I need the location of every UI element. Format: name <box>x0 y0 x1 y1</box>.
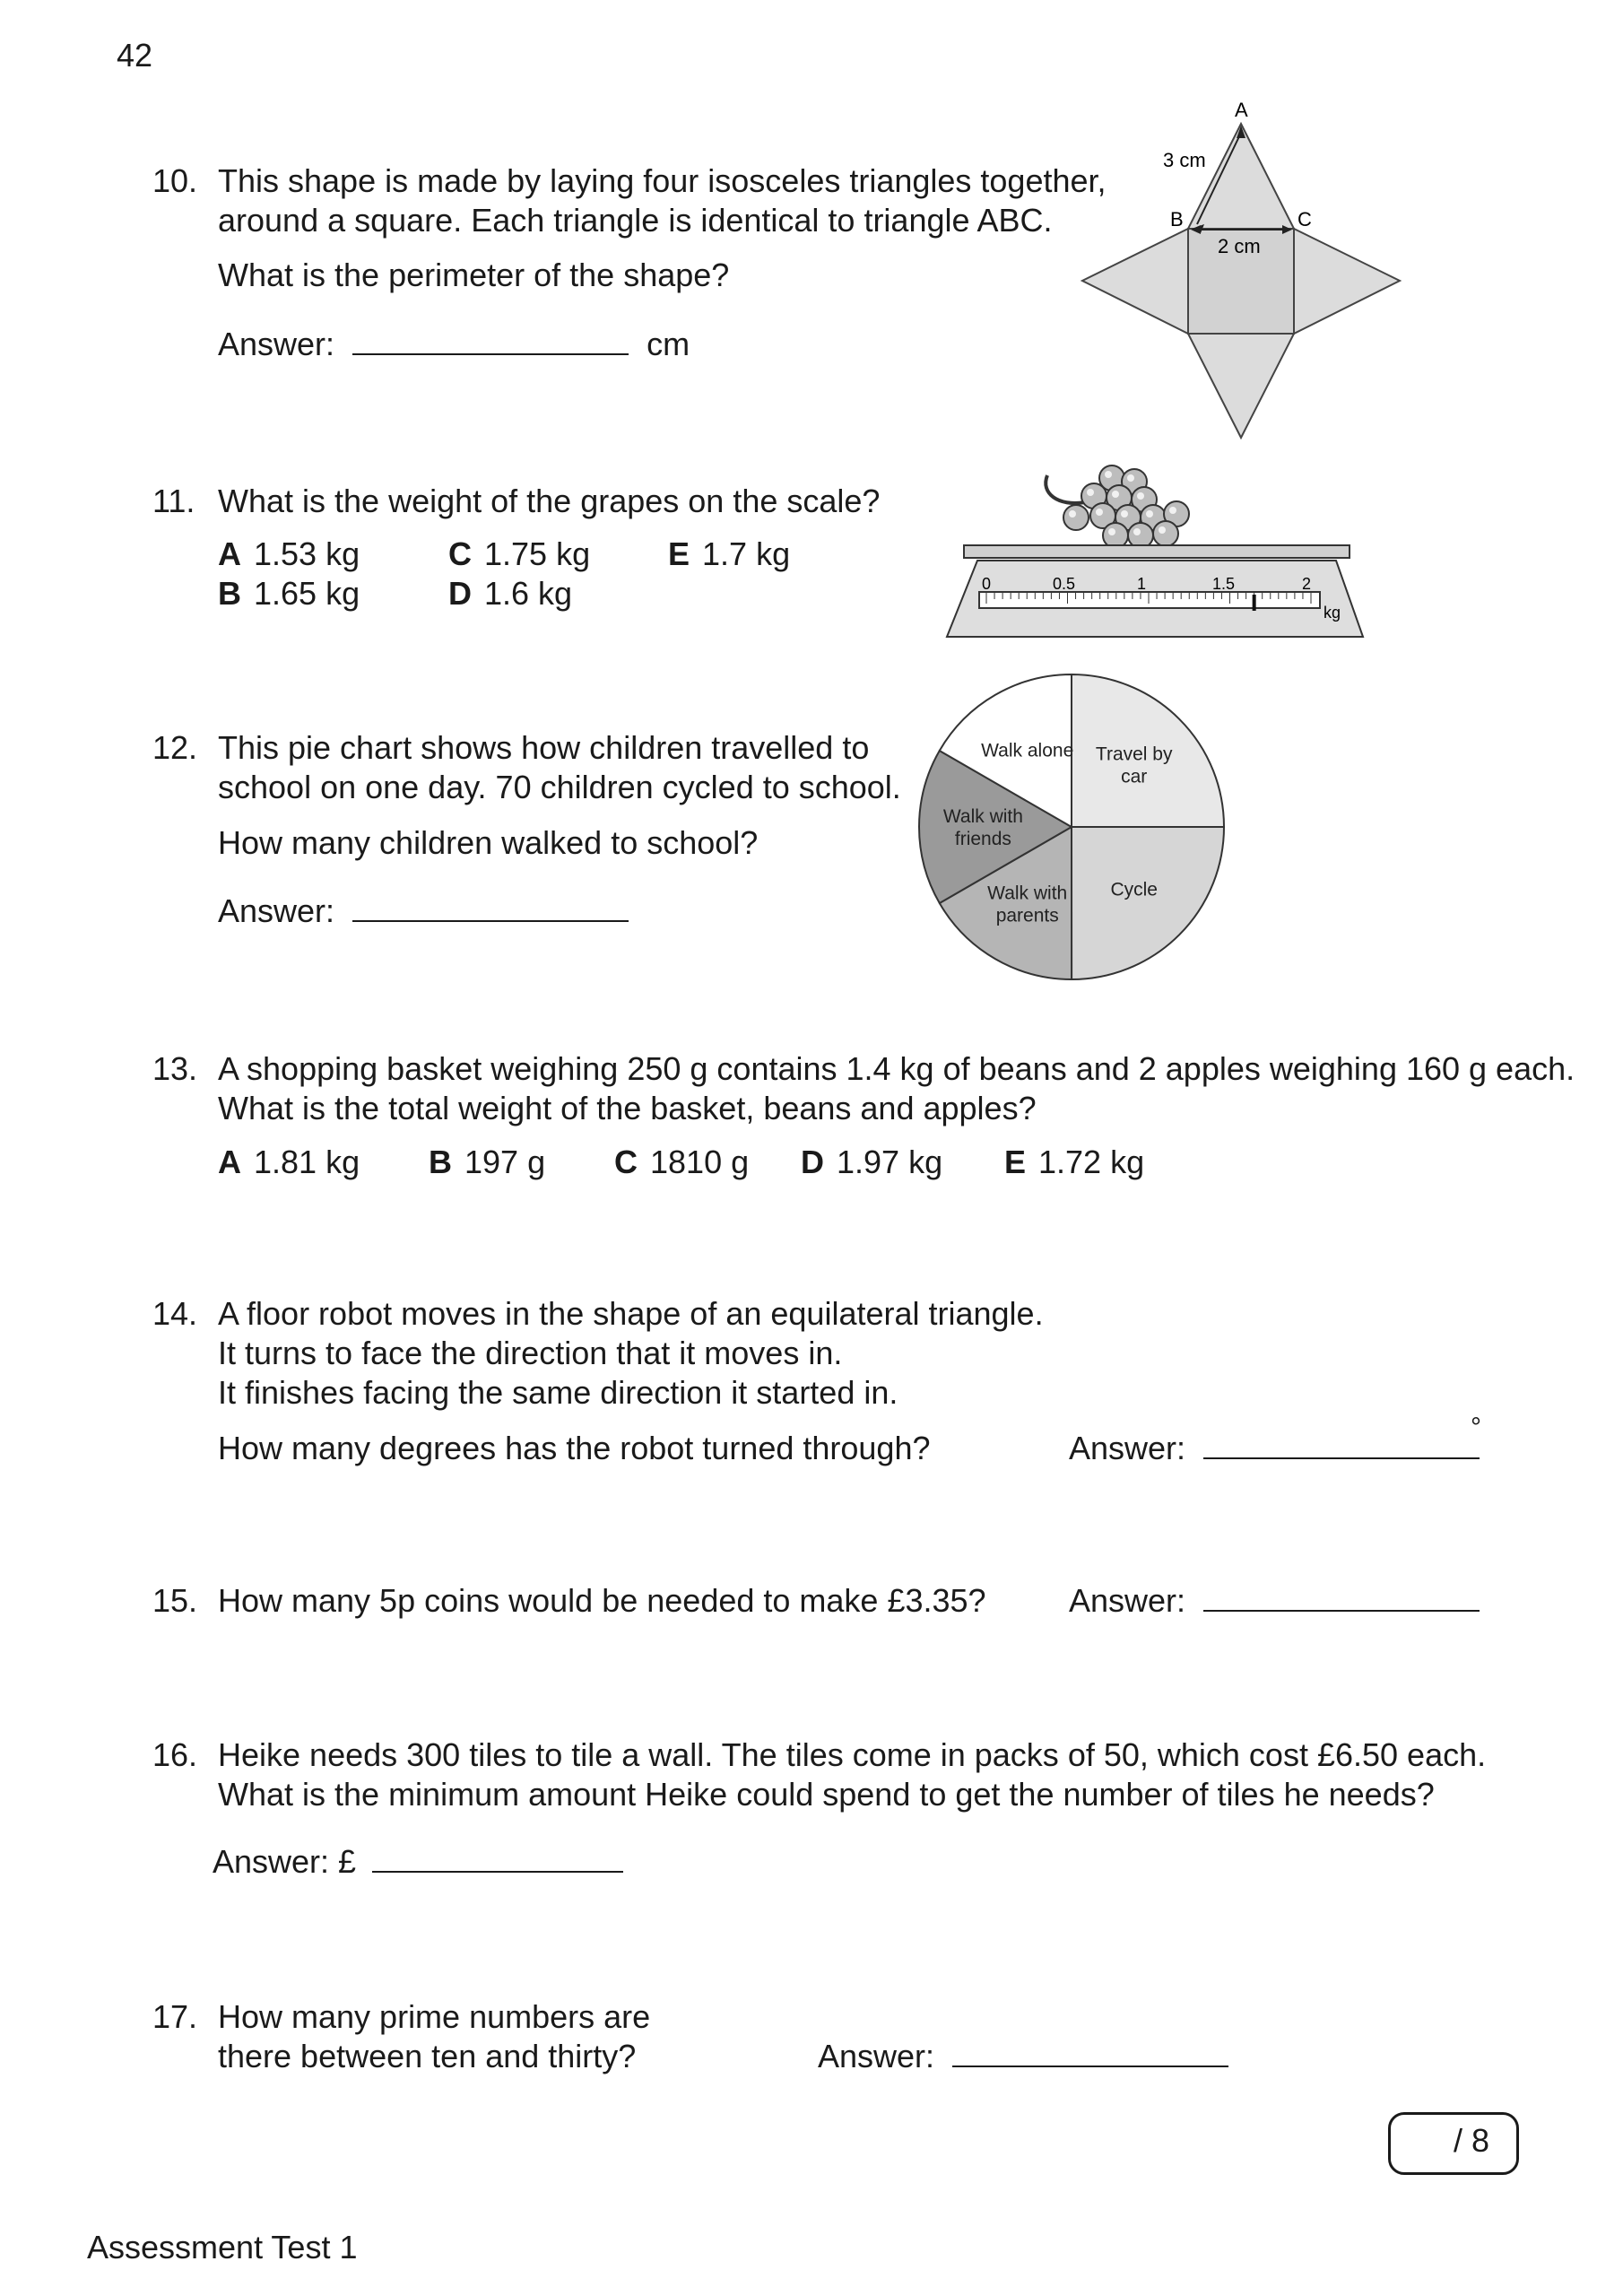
answer-field[interactable] <box>352 326 629 355</box>
question-text: A floor robot moves in the shape of an equilateral triangle. <box>218 1295 1044 1332</box>
weighing-scale <box>942 453 1372 646</box>
option-d[interactable]: D 1.97 kg <box>801 1144 943 1180</box>
option-b[interactable]: B 1.65 kg <box>218 575 360 612</box>
tick-label: 1 <box>1137 575 1147 593</box>
option-e[interactable]: E 1.7 kg <box>668 535 791 572</box>
score-label: / 8 <box>1453 2122 1489 2159</box>
pie-slice-label: Walk with friends <box>942 806 1023 850</box>
question-prompt: How many 5p coins would be needed to make £3.35? <box>218 1582 986 1619</box>
answer-field[interactable] <box>952 2039 1228 2067</box>
option-a[interactable]: A 1.53 kg <box>218 535 360 572</box>
question-number: 15. <box>152 1582 198 1619</box>
vertex-label-c: C <box>1298 208 1312 230</box>
question-text: What is the weight of the grapes on the scale? <box>218 483 881 519</box>
tick-label: 0.5 <box>1053 575 1076 593</box>
side-length-label: 3 cm <box>1163 149 1206 171</box>
question-number: 13. <box>152 1050 198 1087</box>
base-length-label: 2 cm <box>1218 235 1261 257</box>
option-c[interactable]: C 1810 g <box>614 1144 750 1180</box>
question-text: A shopping basket weighing 250 g contains 1.4 kg of beans and 2 apples weighing 160 g each. <box>218 1050 1575 1087</box>
scale-dial <box>979 592 1320 608</box>
option-b[interactable]: B 197 g <box>429 1144 546 1180</box>
question-text: It finishes facing the same direction it started in. <box>218 1374 898 1411</box>
answer-unit: cm <box>647 326 690 362</box>
pie-chart <box>910 673 1233 982</box>
question-number: 11. <box>152 483 195 519</box>
question-text: How many prime numbers are <box>218 1998 651 2035</box>
answer-field[interactable] <box>1203 1583 1480 1612</box>
question-number: 16. <box>152 1736 198 1773</box>
question-number: 12. <box>152 729 198 766</box>
option-e[interactable]: E 1.72 kg <box>1004 1144 1145 1180</box>
question-text: What is the total weight of the basket, beans and apples? <box>218 1090 1037 1126</box>
answer-label: Answer: <box>1069 1430 1186 1466</box>
option-c[interactable]: C 1.75 kg <box>448 535 591 572</box>
pie-slice-label: Cycle <box>1110 879 1158 900</box>
option-d[interactable]: D 1.6 kg <box>448 575 573 612</box>
question-text: school on one day. 70 children cycled to school. <box>218 769 901 805</box>
question-prompt: What is the perimeter of the shape? <box>218 257 730 293</box>
answer-field[interactable] <box>372 1844 623 1873</box>
answer-row <box>218 891 629 931</box>
tick-label: 2 <box>1302 575 1312 593</box>
tick-label: 1.5 <box>1212 575 1236 593</box>
question-prompt: What is the minimum amount Heike could spend to get the number of tiles he needs? <box>218 1776 1435 1813</box>
answer-field[interactable] <box>352 893 629 922</box>
answer-label: Answer: <box>818 2038 935 2074</box>
scale-pan <box>964 545 1350 558</box>
vertex-label-a: A <box>1235 99 1248 121</box>
answer-row <box>218 325 690 364</box>
answer-label: Answer: <box>1069 1582 1186 1619</box>
answer-row <box>1069 1581 1480 1621</box>
page-number: 42 <box>117 37 153 74</box>
question-prompt: there between ten and thirty? <box>218 2038 637 2074</box>
answer-row <box>213 1842 623 1882</box>
option-a[interactable]: A 1.81 kg <box>218 1144 360 1180</box>
footer-title: Assessment Test 1 <box>87 2229 358 2266</box>
triangle-left <box>1082 229 1188 334</box>
triangle-right <box>1294 229 1400 334</box>
tick-label: 0 <box>982 575 992 593</box>
question-text: This pie chart shows how children travelled to <box>218 729 870 766</box>
question-prompt: How many children walked to school? <box>218 824 759 861</box>
question-number: 14. <box>152 1295 198 1332</box>
degree-symbol: ° <box>1471 1413 1481 1442</box>
pie-slice-label: Walk with parents <box>987 883 1068 926</box>
question-number: 10. <box>152 162 198 199</box>
question-text: around a square. Each triangle is identical to triangle ABC. <box>218 202 1053 239</box>
answer-label: Answer: £ <box>213 1843 357 1880</box>
answer-label: Answer: <box>218 326 335 362</box>
answer-field[interactable] <box>1203 1431 1480 1459</box>
grapes-icon <box>1046 465 1189 548</box>
vertex-label-b: B <box>1170 208 1184 230</box>
answer-label: Answer: <box>218 892 335 929</box>
answer-row <box>1069 1429 1480 1468</box>
shape-diagram <box>1072 99 1412 444</box>
pie-slice-label: Walk alone <box>981 740 1074 761</box>
question-number: 17. <box>152 1998 198 2035</box>
question-text: This shape is made by laying four isosceles triangles together, <box>218 162 1107 199</box>
answer-row <box>818 2037 1228 2076</box>
pie-slice-label: Travel by car <box>1095 744 1173 787</box>
question-prompt: How many degrees has the robot turned through? <box>218 1430 931 1466</box>
unit-label: kg <box>1324 604 1341 622</box>
triangle-top <box>1188 124 1294 229</box>
triangle-bottom <box>1188 334 1294 438</box>
question-text: Heike needs 300 tiles to tile a wall. The tiles come in packs of 50, which cost £6.50 each. <box>218 1736 1487 1773</box>
score-box <box>1388 2112 1519 2175</box>
question-text: It turns to face the direction that it moves in. <box>218 1335 843 1371</box>
pie-slice <box>1072 827 1224 979</box>
